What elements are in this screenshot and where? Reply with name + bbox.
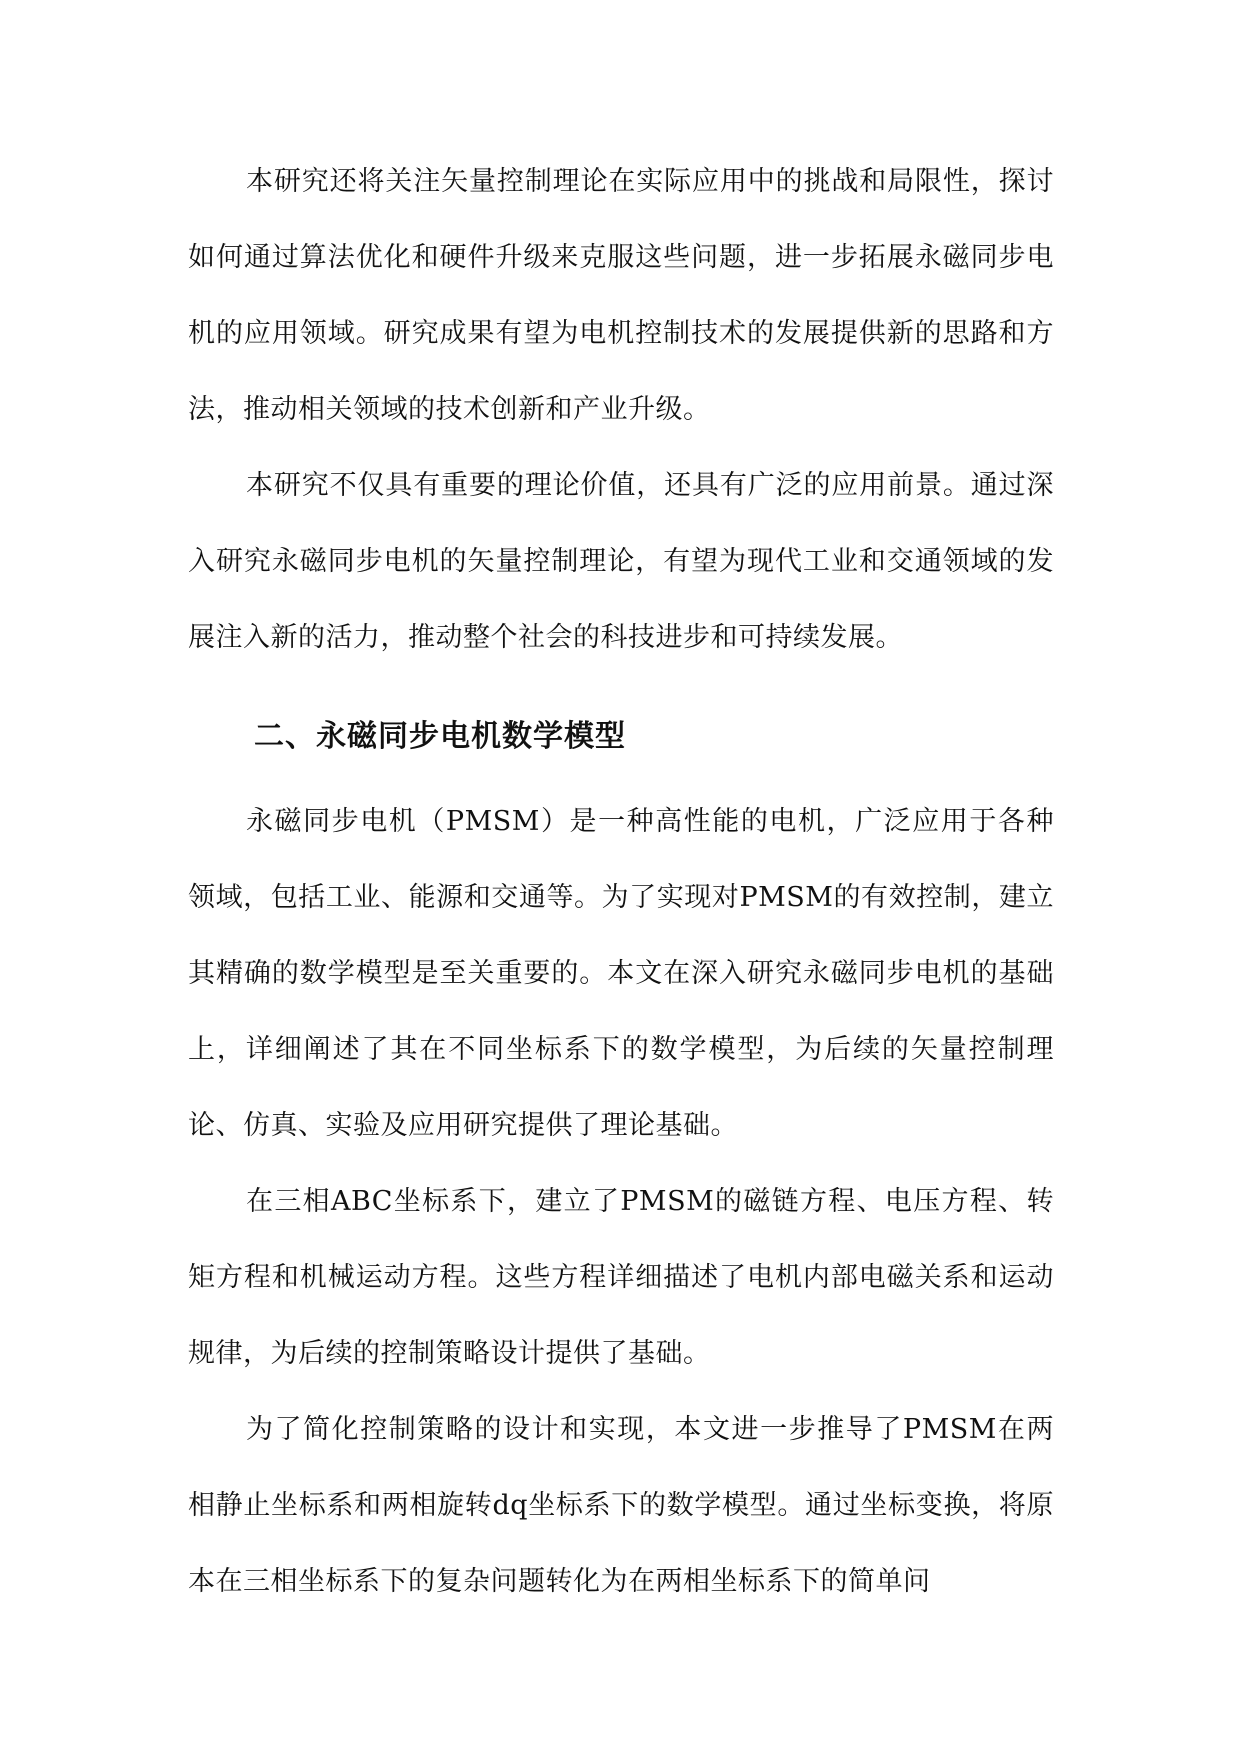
paragraph-value: 本研究不仅具有重要的理论价值，还具有广泛的应用前景。通过深入研究永磁同步电机的矢量控制理论，有望为现代工业和交通领域的发展注入新的活力，推动整个社会的科技进步和可持续发展。: [188, 470, 1054, 653]
paragraph-dq-frame: 为了简化控制策略的设计和实现，本文进一步推导了PMSM在两相静止坐标系和两相旋转dq坐标系下的数学模型。通过坐标变换，将原本在三相坐标系下的复杂问题转化为在两相坐标系下的简单问: [188, 1414, 1054, 1597]
paragraph-abc-frame: 在三相ABC坐标系下，建立了PMSM的磁链方程、电压方程、转矩方程和机械运动方程。这些方程详细描述了电机内部电磁关系和运动规律，为后续的控制策略设计提供了基础。: [188, 1186, 1054, 1369]
section-heading-math-model: 二、永磁同步电机数学模型: [254, 719, 626, 754]
paragraph-challenges: 本研究还将关注矢量控制理论在实际应用中的挑战和局限性，探讨如何通过算法优化和硬件升级来克服这些问题，进一步拓展永磁同步电机的应用领域。研究成果有望为电机控制技术的发展提供新的思路和方法，推动相关领域的技术创新和产业升级。: [188, 166, 1054, 425]
document-body: [188, 144, 1054, 1620]
paragraph-pmsm-intro: 永磁同步电机（PMSM）是一种高性能的电机，广泛应用于各种领域，包括工业、能源和交通等。为了实现对PMSM的有效控制，建立其精确的数学模型是至关重要的。本文在深入研究永磁同步电机的基础上，详细阐述了其在不同坐标系下的数学模型，为后续的矢量控制理论、仿真、实验及应用研究提供了理论基础。: [188, 806, 1054, 1141]
